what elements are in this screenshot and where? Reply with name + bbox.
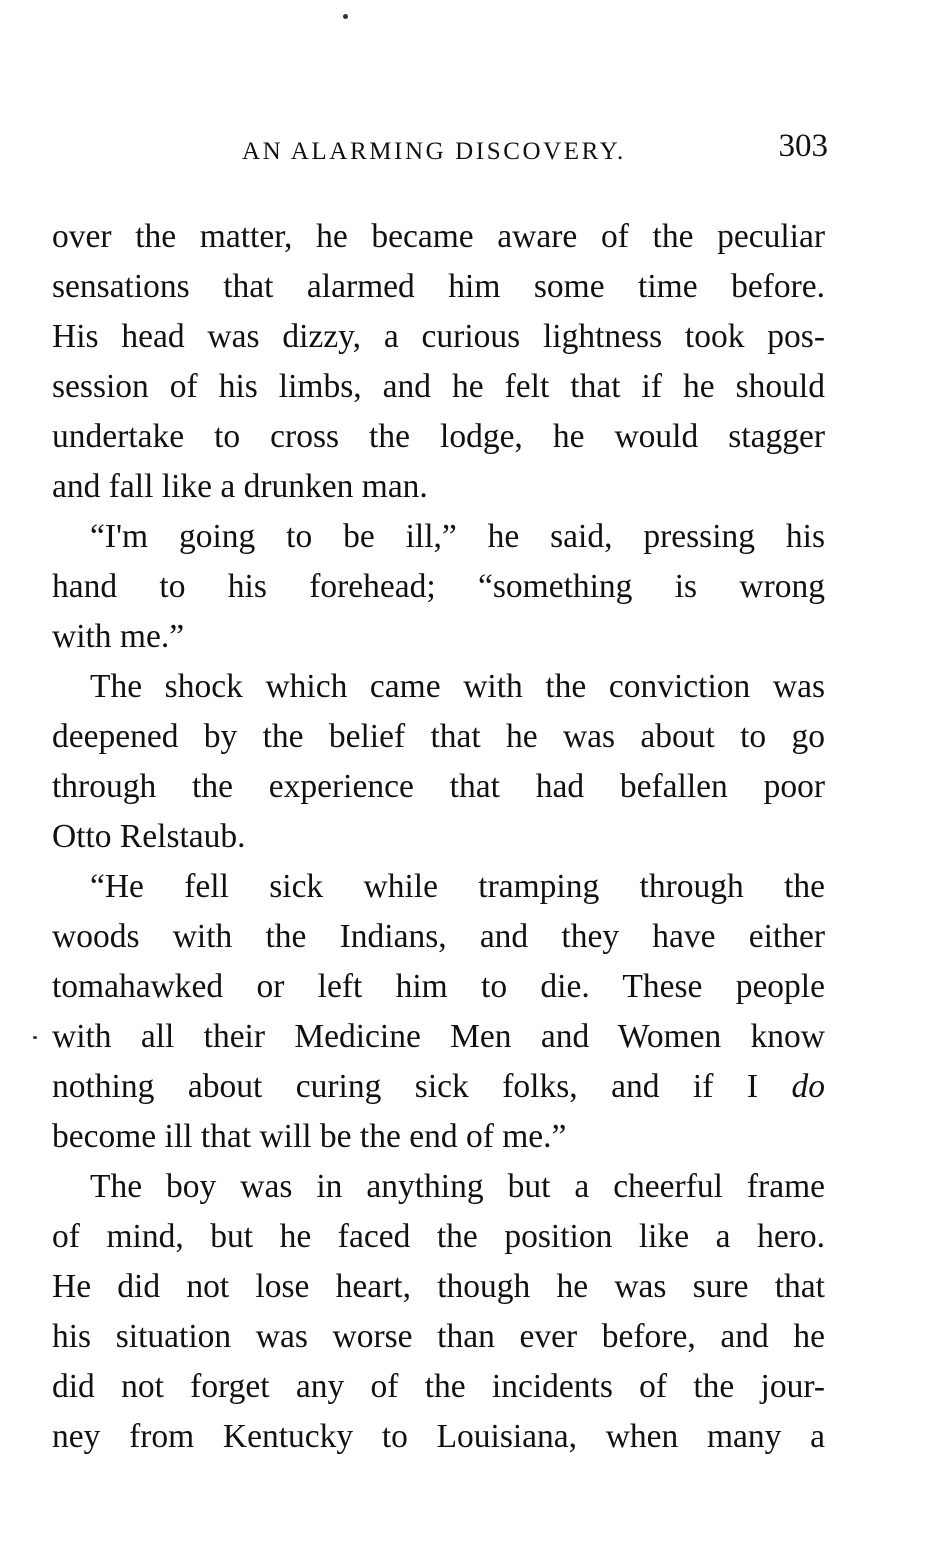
page-number: 303 [778,128,828,164]
text-line: ney from Kentucky to Louisiana, when many a [52,1418,825,1455]
text-line: of mind, but he faced the position like a hero. [52,1218,825,1255]
text-line: His head was dizzy, a curious lightness took pos- [52,318,825,355]
text-line: his situation was worse than ever before, and he [52,1318,825,1355]
ink-speck [33,1036,37,1039]
text-line: deepened by the belief that he was about to go [52,718,825,755]
text-line-start: nothing about curing sick folks, and if I [52,1068,759,1105]
emphasized-word: do [791,1068,826,1105]
text-line: become ill that will be the end of me.” [52,1118,567,1155]
text-line: and fall like a drunken man. [52,468,428,505]
ink-speck [343,14,348,19]
text-line: sensations that alarmed him some time before. [52,268,825,305]
text-line: The boy was in anything but a cheerful frame [90,1168,825,1205]
running-title: AN ALARMING DISCOVERY. [242,138,626,165]
text-line: “He fell sick while tramping through the [90,868,825,905]
text-line: with all their Medicine Men and Women know [52,1018,825,1055]
text-line: woods with the Indians, and they have either [52,918,825,955]
text-line [52,1062,825,1112]
text-line: with me.” [52,618,185,655]
text-line: over the matter, he became aware of the peculiar [52,218,825,255]
text-line: The shock which came with the conviction was [90,668,825,705]
text-line: through the experience that had befallen poor [52,768,825,805]
text-line: session of his limbs, and he felt that if he should [52,368,825,405]
text-line: Otto Relstaub. [52,818,246,855]
text-line: He did not lose heart, though he was sure that [52,1268,825,1305]
text-line: “I'm going to be ill,” he said, pressing his [90,518,825,555]
text-line: did not forget any of the incidents of the jour- [52,1368,825,1405]
page-header [52,128,828,172]
text-line: undertake to cross the lodge, he would stagger [52,418,825,455]
body-text [52,212,825,1462]
text-line: tomahawked or left him to die. These people [52,968,825,1005]
text-line: hand to his forehead; “something is wrong [52,568,825,605]
